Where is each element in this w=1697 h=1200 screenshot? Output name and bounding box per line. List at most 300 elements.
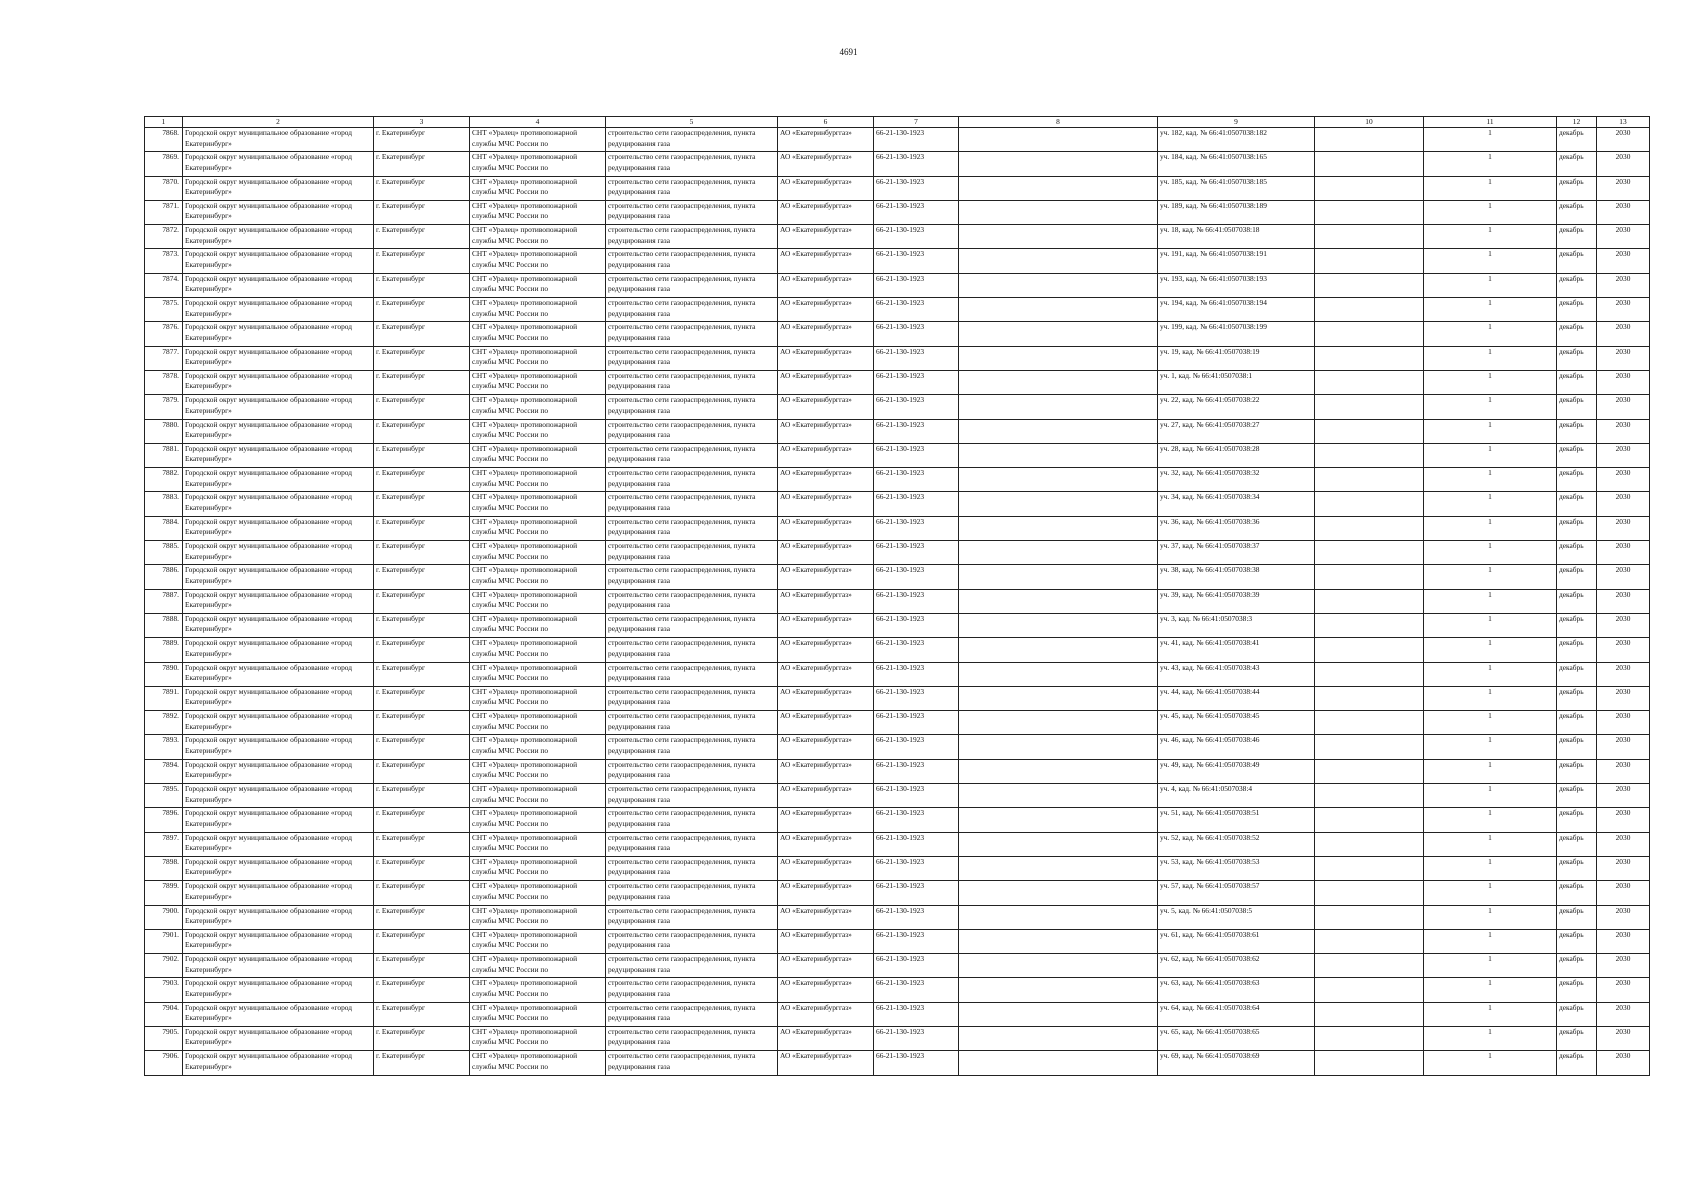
code-cell: 66-21-130-1923 bbox=[874, 856, 959, 880]
col8-cell bbox=[959, 443, 1158, 467]
table-row bbox=[145, 662, 1650, 686]
owner-cell: АО «Екатеринбурггаз» bbox=[778, 346, 874, 370]
purpose-cell: строительство сети газораспределения, пункта редуцирования газа bbox=[606, 249, 778, 273]
table-row bbox=[145, 711, 1650, 735]
col10-cell bbox=[1315, 638, 1424, 662]
location-cell: СНТ «Уралец» противопожарной службы МЧС России по bbox=[470, 273, 606, 297]
code-cell: 66-21-130-1923 bbox=[874, 492, 959, 516]
purpose-cell: строительство сети газораспределения, пункта редуцирования газа bbox=[606, 613, 778, 637]
col10-cell bbox=[1315, 516, 1424, 540]
purpose-cell: строительство сети газораспределения, пункта редуцирования газа bbox=[606, 808, 778, 832]
purpose-cell: строительство сети газораспределения, пункта редуцирования газа bbox=[606, 686, 778, 710]
city-cell: г. Екатеринбург bbox=[374, 370, 470, 394]
parcel-cell: уч. 38, кад. № 66:41:0507038:38 bbox=[1158, 565, 1315, 589]
table-row bbox=[145, 128, 1650, 152]
year-cell: 2030 bbox=[1597, 298, 1650, 322]
month-cell: декабрь bbox=[1557, 784, 1597, 808]
purpose-cell: строительство сети газораспределения, пункта редуцирования газа bbox=[606, 492, 778, 516]
owner-cell: АО «Екатеринбурггаз» bbox=[778, 1026, 874, 1050]
month-cell: декабрь bbox=[1557, 395, 1597, 419]
row-number: 7876. bbox=[145, 322, 183, 346]
parcel-cell: уч. 62, кад. № 66:41:0507038:62 bbox=[1158, 954, 1315, 978]
col10-cell bbox=[1315, 686, 1424, 710]
parcel-cell: уч. 51, кад. № 66:41:0507038:51 bbox=[1158, 808, 1315, 832]
row-number: 7874. bbox=[145, 273, 183, 297]
municipality-cell: Городской округ муниципальное образование «город Екатеринбург» bbox=[183, 978, 374, 1002]
qty-cell: 1 bbox=[1424, 200, 1557, 224]
code-cell: 66-21-130-1923 bbox=[874, 200, 959, 224]
code-cell: 66-21-130-1923 bbox=[874, 1002, 959, 1026]
row-number: 7901. bbox=[145, 929, 183, 953]
col10-cell bbox=[1315, 225, 1424, 249]
month-cell: декабрь bbox=[1557, 492, 1597, 516]
city-cell: г. Екатеринбург bbox=[374, 468, 470, 492]
location-cell: СНТ «Уралец» противопожарной службы МЧС России по bbox=[470, 686, 606, 710]
municipality-cell: Городской округ муниципальное образование «город Екатеринбург» bbox=[183, 492, 374, 516]
col8-cell bbox=[959, 322, 1158, 346]
city-cell: г. Екатеринбург bbox=[374, 298, 470, 322]
table-row bbox=[145, 1026, 1650, 1050]
location-cell: СНТ «Уралец» противопожарной службы МЧС России по bbox=[470, 516, 606, 540]
qty-cell: 1 bbox=[1424, 176, 1557, 200]
year-cell: 2030 bbox=[1597, 978, 1650, 1002]
year-cell: 2030 bbox=[1597, 249, 1650, 273]
purpose-cell: строительство сети газораспределения, пункта редуцирования газа bbox=[606, 954, 778, 978]
location-cell: СНТ «Уралец» противопожарной службы МЧС России по bbox=[470, 784, 606, 808]
owner-cell: АО «Екатеринбурггаз» bbox=[778, 735, 874, 759]
month-cell: декабрь bbox=[1557, 978, 1597, 1002]
purpose-cell: строительство сети газораспределения, пункта редуцирования газа bbox=[606, 589, 778, 613]
municipality-cell: Городской округ муниципальное образование «город Екатеринбург» bbox=[183, 249, 374, 273]
city-cell: г. Екатеринбург bbox=[374, 929, 470, 953]
location-cell: СНТ «Уралец» противопожарной службы МЧС России по bbox=[470, 711, 606, 735]
col10-cell bbox=[1315, 711, 1424, 735]
year-cell: 2030 bbox=[1597, 225, 1650, 249]
owner-cell: АО «Екатеринбурггаз» bbox=[778, 492, 874, 516]
month-cell: декабрь bbox=[1557, 516, 1597, 540]
qty-cell: 1 bbox=[1424, 784, 1557, 808]
month-cell: декабрь bbox=[1557, 832, 1597, 856]
row-number: 7900. bbox=[145, 905, 183, 929]
table-row bbox=[145, 808, 1650, 832]
location-cell: СНТ «Уралец» противопожарной службы МЧС России по bbox=[470, 176, 606, 200]
column-header-3: 3 bbox=[374, 117, 470, 128]
parcel-cell: уч. 22, кад. № 66:41:0507038:22 bbox=[1158, 395, 1315, 419]
col10-cell bbox=[1315, 759, 1424, 783]
col10-cell bbox=[1315, 784, 1424, 808]
year-cell: 2030 bbox=[1597, 200, 1650, 224]
year-cell: 2030 bbox=[1597, 589, 1650, 613]
parcel-cell: уч. 52, кад. № 66:41:0507038:52 bbox=[1158, 832, 1315, 856]
purpose-cell: строительство сети газораспределения, пункта редуцирования газа bbox=[606, 370, 778, 394]
parcel-cell: уч. 3, кад. № 66:41:0507038:3 bbox=[1158, 613, 1315, 637]
purpose-cell: строительство сети газораспределения, пункта редуцирования газа bbox=[606, 662, 778, 686]
qty-cell: 1 bbox=[1424, 711, 1557, 735]
qty-cell: 1 bbox=[1424, 832, 1557, 856]
owner-cell: АО «Екатеринбурггаз» bbox=[778, 443, 874, 467]
code-cell: 66-21-130-1923 bbox=[874, 881, 959, 905]
row-number: 7892. bbox=[145, 711, 183, 735]
col8-cell bbox=[959, 1051, 1158, 1075]
column-header-7: 7 bbox=[874, 117, 959, 128]
purpose-cell: строительство сети газораспределения, пункта редуцирования газа bbox=[606, 443, 778, 467]
col8-cell bbox=[959, 978, 1158, 1002]
qty-cell: 1 bbox=[1424, 954, 1557, 978]
owner-cell: АО «Екатеринбурггаз» bbox=[778, 784, 874, 808]
row-number: 7890. bbox=[145, 662, 183, 686]
table-row bbox=[145, 492, 1650, 516]
col10-cell bbox=[1315, 176, 1424, 200]
year-cell: 2030 bbox=[1597, 370, 1650, 394]
table-row bbox=[145, 298, 1650, 322]
month-cell: декабрь bbox=[1557, 856, 1597, 880]
parcel-cell: уч. 61, кад. № 66:41:0507038:61 bbox=[1158, 929, 1315, 953]
location-cell: СНТ «Уралец» противопожарной службы МЧС России по bbox=[470, 735, 606, 759]
col8-cell bbox=[959, 395, 1158, 419]
purpose-cell: строительство сети газораспределения, пункта редуцирования газа bbox=[606, 905, 778, 929]
parcel-cell: уч. 53, кад. № 66:41:0507038:53 bbox=[1158, 856, 1315, 880]
location-cell: СНТ «Уралец» противопожарной службы МЧС России по bbox=[470, 128, 606, 152]
col8-cell bbox=[959, 176, 1158, 200]
municipality-cell: Городской округ муниципальное образование «город Екатеринбург» bbox=[183, 638, 374, 662]
year-cell: 2030 bbox=[1597, 832, 1650, 856]
parcel-cell: уч. 46, кад. № 66:41:0507038:46 bbox=[1158, 735, 1315, 759]
row-number: 7899. bbox=[145, 881, 183, 905]
city-cell: г. Екатеринбург bbox=[374, 1051, 470, 1075]
purpose-cell: строительство сети газораспределения, пункта редуцирования газа bbox=[606, 200, 778, 224]
row-number: 7879. bbox=[145, 395, 183, 419]
month-cell: декабрь bbox=[1557, 298, 1597, 322]
municipality-cell: Городской округ муниципальное образование «город Екатеринбург» bbox=[183, 200, 374, 224]
municipality-cell: Городской округ муниципальное образование «город Екатеринбург» bbox=[183, 395, 374, 419]
purpose-cell: строительство сети газораспределения, пункта редуцирования газа bbox=[606, 881, 778, 905]
month-cell: декабрь bbox=[1557, 589, 1597, 613]
location-cell: СНТ «Уралец» противопожарной службы МЧС России по bbox=[470, 905, 606, 929]
qty-cell: 1 bbox=[1424, 589, 1557, 613]
owner-cell: АО «Екатеринбурггаз» bbox=[778, 541, 874, 565]
month-cell: декабрь bbox=[1557, 443, 1597, 467]
col8-cell bbox=[959, 200, 1158, 224]
qty-cell: 1 bbox=[1424, 419, 1557, 443]
qty-cell: 1 bbox=[1424, 395, 1557, 419]
col10-cell bbox=[1315, 662, 1424, 686]
owner-cell: АО «Екатеринбурггаз» bbox=[778, 759, 874, 783]
code-cell: 66-21-130-1923 bbox=[874, 443, 959, 467]
table-row bbox=[145, 905, 1650, 929]
owner-cell: АО «Екатеринбурггаз» bbox=[778, 468, 874, 492]
row-number: 7872. bbox=[145, 225, 183, 249]
qty-cell: 1 bbox=[1424, 613, 1557, 637]
month-cell: декабрь bbox=[1557, 808, 1597, 832]
month-cell: декабрь bbox=[1557, 541, 1597, 565]
year-cell: 2030 bbox=[1597, 711, 1650, 735]
month-cell: декабрь bbox=[1557, 468, 1597, 492]
col10-cell bbox=[1315, 978, 1424, 1002]
col10-cell bbox=[1315, 370, 1424, 394]
code-cell: 66-21-130-1923 bbox=[874, 565, 959, 589]
table-row bbox=[145, 395, 1650, 419]
col10-cell bbox=[1315, 565, 1424, 589]
row-number: 7904. bbox=[145, 1002, 183, 1026]
qty-cell: 1 bbox=[1424, 759, 1557, 783]
municipality-cell: Городской округ муниципальное образование «город Екатеринбург» bbox=[183, 128, 374, 152]
qty-cell: 1 bbox=[1424, 1002, 1557, 1026]
row-number: 7897. bbox=[145, 832, 183, 856]
parcel-cell: уч. 194, кад. № 66:41:0507038:194 bbox=[1158, 298, 1315, 322]
col8-cell bbox=[959, 711, 1158, 735]
city-cell: г. Екатеринбург bbox=[374, 905, 470, 929]
owner-cell: АО «Екатеринбурггаз» bbox=[778, 832, 874, 856]
row-number: 7894. bbox=[145, 759, 183, 783]
code-cell: 66-21-130-1923 bbox=[874, 662, 959, 686]
month-cell: декабрь bbox=[1557, 273, 1597, 297]
col10-cell bbox=[1315, 1026, 1424, 1050]
parcel-cell: уч. 63, кад. № 66:41:0507038:63 bbox=[1158, 978, 1315, 1002]
purpose-cell: строительство сети газораспределения, пункта редуцирования газа bbox=[606, 273, 778, 297]
col10-cell bbox=[1315, 492, 1424, 516]
col10-cell bbox=[1315, 929, 1424, 953]
column-header-1: 1 bbox=[145, 117, 183, 128]
row-number: 7870. bbox=[145, 176, 183, 200]
purpose-cell: строительство сети газораспределения, пункта редуцирования газа bbox=[606, 735, 778, 759]
owner-cell: АО «Екатеринбурггаз» bbox=[778, 1002, 874, 1026]
location-cell: СНТ «Уралец» противопожарной службы МЧС России по bbox=[470, 638, 606, 662]
column-header-12: 12 bbox=[1557, 117, 1597, 128]
location-cell: СНТ «Уралец» противопожарной службы МЧС России по bbox=[470, 443, 606, 467]
owner-cell: АО «Екатеринбурггаз» bbox=[778, 152, 874, 176]
month-cell: декабрь bbox=[1557, 152, 1597, 176]
location-cell: СНТ «Уралец» противопожарной службы МЧС России по bbox=[470, 370, 606, 394]
year-cell: 2030 bbox=[1597, 322, 1650, 346]
col8-cell bbox=[959, 881, 1158, 905]
municipality-cell: Городской округ муниципальное образование «город Екатеринбург» bbox=[183, 541, 374, 565]
purpose-cell: строительство сети газораспределения, пункта редуцирования газа bbox=[606, 322, 778, 346]
municipality-cell: Городской округ муниципальное образование «город Екатеринбург» bbox=[183, 954, 374, 978]
parcel-cell: уч. 27, кад. № 66:41:0507038:27 bbox=[1158, 419, 1315, 443]
table-row bbox=[145, 516, 1650, 540]
row-number: 7896. bbox=[145, 808, 183, 832]
row-number: 7888. bbox=[145, 613, 183, 637]
parcel-cell: уч. 184, кад. № 66:41:0507038:165 bbox=[1158, 152, 1315, 176]
col8-cell bbox=[959, 613, 1158, 637]
column-header-2: 2 bbox=[183, 117, 374, 128]
parcel-cell: уч. 64, кад. № 66:41:0507038:64 bbox=[1158, 1002, 1315, 1026]
parcel-cell: уч. 69, кад. № 66:41:0507038:69 bbox=[1158, 1051, 1315, 1075]
table-row bbox=[145, 929, 1650, 953]
owner-cell: АО «Екатеринбурггаз» bbox=[778, 395, 874, 419]
month-cell: декабрь bbox=[1557, 1051, 1597, 1075]
parcel-cell: уч. 43, кад. № 66:41:0507038:43 bbox=[1158, 662, 1315, 686]
parcel-cell: уч. 182, кад. № 66:41:0507038:182 bbox=[1158, 128, 1315, 152]
city-cell: г. Екатеринбург bbox=[374, 176, 470, 200]
qty-cell: 1 bbox=[1424, 516, 1557, 540]
row-number: 7893. bbox=[145, 735, 183, 759]
row-number: 7889. bbox=[145, 638, 183, 662]
owner-cell: АО «Екатеринбурггаз» bbox=[778, 176, 874, 200]
col10-cell bbox=[1315, 346, 1424, 370]
city-cell: г. Екатеринбург bbox=[374, 686, 470, 710]
municipality-cell: Городской округ муниципальное образование «город Екатеринбург» bbox=[183, 1026, 374, 1050]
table-header bbox=[145, 117, 1650, 128]
month-cell: декабрь bbox=[1557, 954, 1597, 978]
col8-cell bbox=[959, 954, 1158, 978]
location-cell: СНТ «Уралец» противопожарной службы МЧС России по bbox=[470, 200, 606, 224]
city-cell: г. Екатеринбург bbox=[374, 856, 470, 880]
column-header-8: 8 bbox=[959, 117, 1158, 128]
col10-cell bbox=[1315, 468, 1424, 492]
city-cell: г. Екатеринбург bbox=[374, 589, 470, 613]
col8-cell bbox=[959, 370, 1158, 394]
code-cell: 66-21-130-1923 bbox=[874, 541, 959, 565]
year-cell: 2030 bbox=[1597, 565, 1650, 589]
parcel-cell: уч. 41, кад. № 66:41:0507038:41 bbox=[1158, 638, 1315, 662]
municipality-cell: Городской округ муниципальное образование «город Екатеринбург» bbox=[183, 273, 374, 297]
owner-cell: АО «Екатеринбурггаз» bbox=[778, 686, 874, 710]
col10-cell bbox=[1315, 443, 1424, 467]
parcel-cell: уч. 49, кад. № 66:41:0507038:49 bbox=[1158, 759, 1315, 783]
code-cell: 66-21-130-1923 bbox=[874, 152, 959, 176]
year-cell: 2030 bbox=[1597, 346, 1650, 370]
qty-cell: 1 bbox=[1424, 856, 1557, 880]
purpose-cell: строительство сети газораспределения, пункта редуцирования газа bbox=[606, 346, 778, 370]
col8-cell bbox=[959, 686, 1158, 710]
year-cell: 2030 bbox=[1597, 856, 1650, 880]
municipality-cell: Городской округ муниципальное образование «город Екатеринбург» bbox=[183, 711, 374, 735]
col8-cell bbox=[959, 565, 1158, 589]
qty-cell: 1 bbox=[1424, 152, 1557, 176]
municipality-cell: Городской округ муниципальное образование «город Екатеринбург» bbox=[183, 662, 374, 686]
qty-cell: 1 bbox=[1424, 808, 1557, 832]
municipality-cell: Городской округ муниципальное образование «город Екатеринбург» bbox=[183, 225, 374, 249]
row-number: 7903. bbox=[145, 978, 183, 1002]
location-cell: СНТ «Уралец» противопожарной службы МЧС России по bbox=[470, 492, 606, 516]
city-cell: г. Екатеринбург bbox=[374, 152, 470, 176]
parcel-cell: уч. 1, кад. № 66:41:0507038:1 bbox=[1158, 370, 1315, 394]
month-cell: декабрь bbox=[1557, 662, 1597, 686]
purpose-cell: строительство сети газораспределения, пункта редуцирования газа bbox=[606, 516, 778, 540]
code-cell: 66-21-130-1923 bbox=[874, 978, 959, 1002]
city-cell: г. Екатеринбург bbox=[374, 735, 470, 759]
table-row bbox=[145, 759, 1650, 783]
municipality-cell: Городской округ муниципальное образование «город Екатеринбург» bbox=[183, 686, 374, 710]
qty-cell: 1 bbox=[1424, 249, 1557, 273]
table-row bbox=[145, 176, 1650, 200]
location-cell: СНТ «Уралец» противопожарной службы МЧС России по bbox=[470, 541, 606, 565]
city-cell: г. Екатеринбург bbox=[374, 443, 470, 467]
qty-cell: 1 bbox=[1424, 492, 1557, 516]
col10-cell bbox=[1315, 832, 1424, 856]
municipality-cell: Городской округ муниципальное образование «город Екатеринбург» bbox=[183, 735, 374, 759]
table-row bbox=[145, 419, 1650, 443]
code-cell: 66-21-130-1923 bbox=[874, 686, 959, 710]
municipality-cell: Городской округ муниципальное образование «город Екатеринбург» bbox=[183, 832, 374, 856]
row-number: 7898. bbox=[145, 856, 183, 880]
month-cell: декабрь bbox=[1557, 176, 1597, 200]
municipality-cell: Городской округ муниципальное образование «город Екатеринбург» bbox=[183, 1002, 374, 1026]
table-row bbox=[145, 954, 1650, 978]
col10-cell bbox=[1315, 541, 1424, 565]
location-cell: СНТ «Уралец» противопожарной службы МЧС России по bbox=[470, 856, 606, 880]
code-cell: 66-21-130-1923 bbox=[874, 298, 959, 322]
column-header-10: 10 bbox=[1315, 117, 1424, 128]
purpose-cell: строительство сети газораспределения, пункта редуцирования газа bbox=[606, 419, 778, 443]
table-row bbox=[145, 565, 1650, 589]
code-cell: 66-21-130-1923 bbox=[874, 346, 959, 370]
parcel-cell: уч. 37, кад. № 66:41:0507038:37 bbox=[1158, 541, 1315, 565]
row-number: 7906. bbox=[145, 1051, 183, 1075]
year-cell: 2030 bbox=[1597, 686, 1650, 710]
parcel-cell: уч. 4, кад. № 66:41:0507038:4 bbox=[1158, 784, 1315, 808]
city-cell: г. Екатеринбург bbox=[374, 784, 470, 808]
location-cell: СНТ «Уралец» противопожарной службы МЧС России по bbox=[470, 929, 606, 953]
table-body bbox=[145, 128, 1650, 1076]
location-cell: СНТ «Уралец» противопожарной службы МЧС России по bbox=[470, 954, 606, 978]
code-cell: 66-21-130-1923 bbox=[874, 808, 959, 832]
table-row bbox=[145, 638, 1650, 662]
month-cell: декабрь bbox=[1557, 565, 1597, 589]
year-cell: 2030 bbox=[1597, 1051, 1650, 1075]
parcel-cell: уч. 5, кад. № 66:41:0507038:5 bbox=[1158, 905, 1315, 929]
row-number: 7884. bbox=[145, 516, 183, 540]
purpose-cell: строительство сети газораспределения, пункта редуцирования газа bbox=[606, 711, 778, 735]
month-cell: декабрь bbox=[1557, 419, 1597, 443]
month-cell: декабрь bbox=[1557, 322, 1597, 346]
month-cell: декабрь bbox=[1557, 881, 1597, 905]
purpose-cell: строительство сети газораспределения, пункта редуцирования газа bbox=[606, 784, 778, 808]
purpose-cell: строительство сети газораспределения, пункта редуцирования газа bbox=[606, 152, 778, 176]
row-number: 7895. bbox=[145, 784, 183, 808]
city-cell: г. Екатеринбург bbox=[374, 346, 470, 370]
month-cell: декабрь bbox=[1557, 1026, 1597, 1050]
year-cell: 2030 bbox=[1597, 443, 1650, 467]
location-cell: СНТ «Уралец» противопожарной службы МЧС России по bbox=[470, 808, 606, 832]
col10-cell bbox=[1315, 856, 1424, 880]
column-header-5: 5 bbox=[606, 117, 778, 128]
parcel-cell: уч. 189, кад. № 66:41:0507038:189 bbox=[1158, 200, 1315, 224]
municipality-cell: Городской округ муниципальное образование «город Екатеринбург» bbox=[183, 443, 374, 467]
parcel-cell: уч. 65, кад. № 66:41:0507038:65 bbox=[1158, 1026, 1315, 1050]
code-cell: 66-21-130-1923 bbox=[874, 516, 959, 540]
col8-cell bbox=[959, 929, 1158, 953]
table-row bbox=[145, 152, 1650, 176]
table-row bbox=[145, 589, 1650, 613]
col8-cell bbox=[959, 346, 1158, 370]
col10-cell bbox=[1315, 881, 1424, 905]
purpose-cell: строительство сети газораспределения, пункта редуцирования газа bbox=[606, 176, 778, 200]
col8-cell bbox=[959, 419, 1158, 443]
city-cell: г. Екатеринбург bbox=[374, 808, 470, 832]
municipality-cell: Городской округ муниципальное образование «город Екатеринбург» bbox=[183, 468, 374, 492]
code-cell: 66-21-130-1923 bbox=[874, 832, 959, 856]
location-cell: СНТ «Уралец» противопожарной службы МЧС России по bbox=[470, 225, 606, 249]
parcel-cell: уч. 44, кад. № 66:41:0507038:44 bbox=[1158, 686, 1315, 710]
owner-cell: АО «Екатеринбурггаз» bbox=[778, 249, 874, 273]
qty-cell: 1 bbox=[1424, 1026, 1557, 1050]
city-cell: г. Екатеринбург bbox=[374, 541, 470, 565]
qty-cell: 1 bbox=[1424, 346, 1557, 370]
col10-cell bbox=[1315, 128, 1424, 152]
purpose-cell: строительство сети газораспределения, пункта редуцирования газа bbox=[606, 929, 778, 953]
table-row bbox=[145, 225, 1650, 249]
qty-cell: 1 bbox=[1424, 638, 1557, 662]
purpose-cell: строительство сети газораспределения, пункта редуцирования газа bbox=[606, 978, 778, 1002]
owner-cell: АО «Екатеринбурггаз» bbox=[778, 856, 874, 880]
row-number: 7868. bbox=[145, 128, 183, 152]
year-cell: 2030 bbox=[1597, 273, 1650, 297]
col10-cell bbox=[1315, 954, 1424, 978]
owner-cell: АО «Екатеринбурггаз» bbox=[778, 322, 874, 346]
qty-cell: 1 bbox=[1424, 735, 1557, 759]
